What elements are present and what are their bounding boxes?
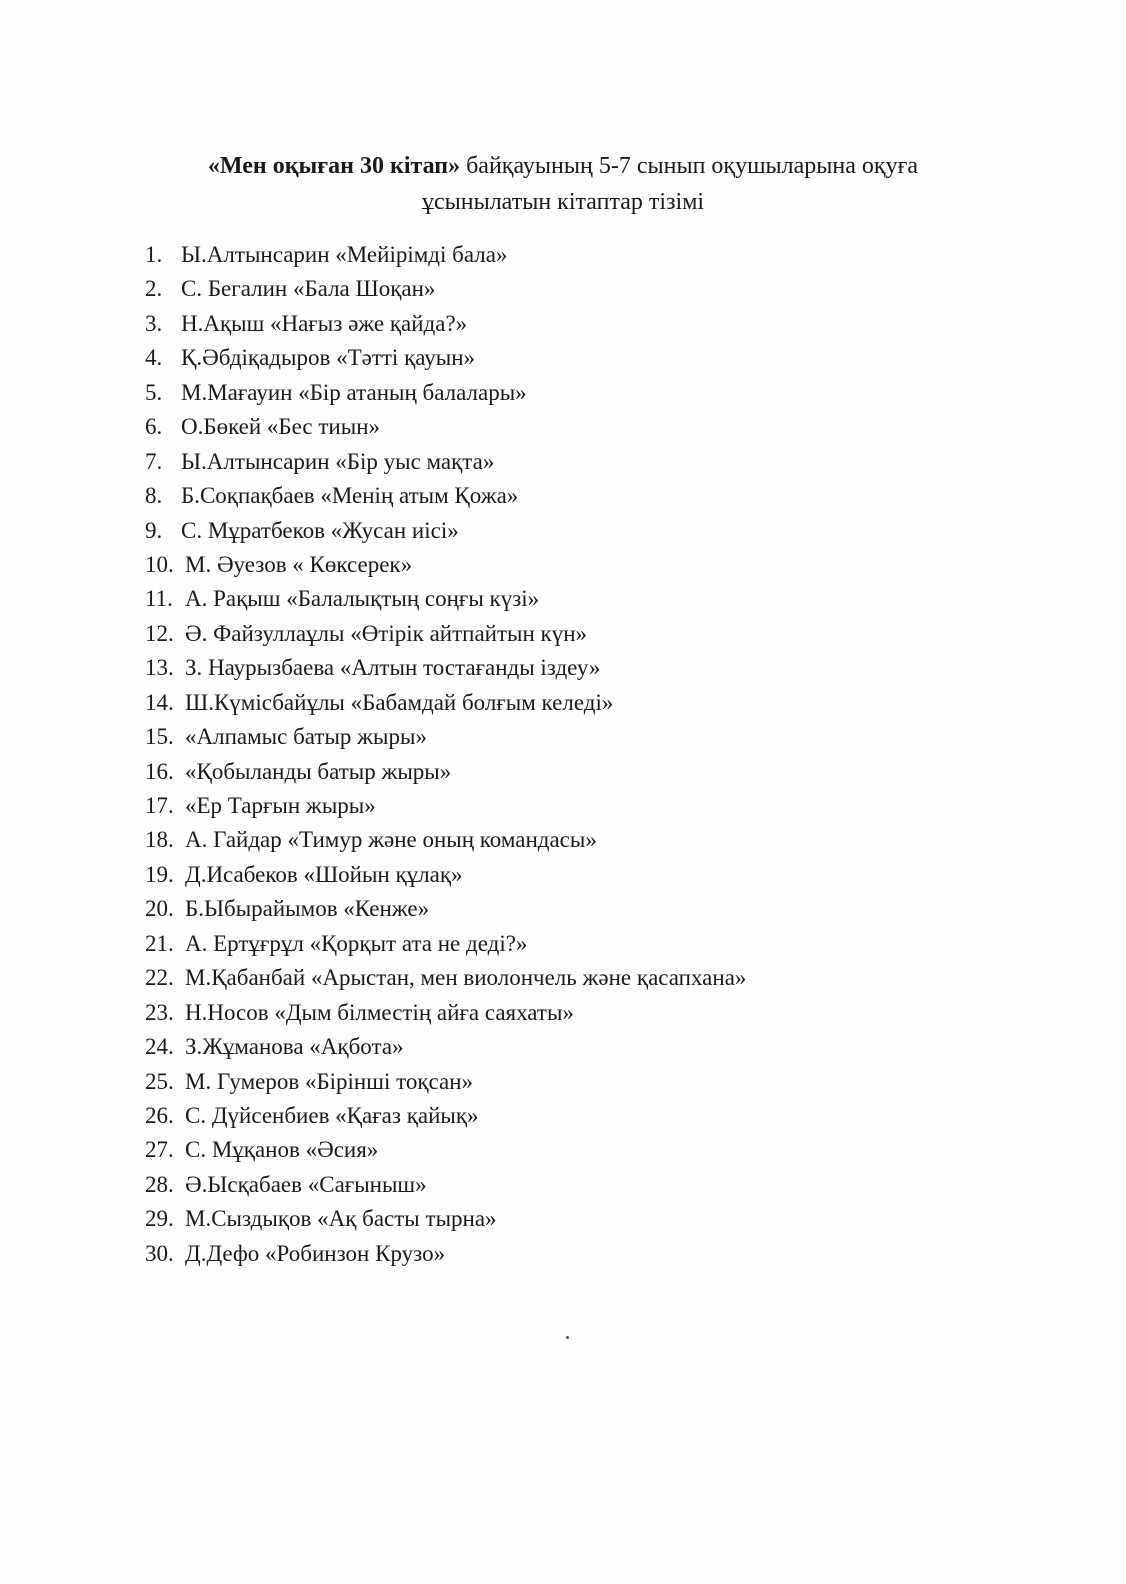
book-list-item xyxy=(145,996,746,1030)
book-title: О.Бөкей «Бес тиын» xyxy=(181,414,381,440)
book-title: «Ер Тарғын жыры» xyxy=(185,793,376,818)
book-number: 28. xyxy=(145,1171,174,1197)
scan-speck xyxy=(566,1336,569,1339)
book-title: «Алпамыс батыр жыры» xyxy=(185,724,427,750)
book-title: Н.Ақыш «Нағыз әже қайда?» xyxy=(181,310,468,336)
book-number: 22. xyxy=(145,965,174,991)
heading-title-line2: ұсынылатын кітаптар тізімі xyxy=(421,189,705,215)
book-number: 7. xyxy=(145,448,163,474)
book-list xyxy=(145,238,746,1271)
book-number: 15. xyxy=(145,724,174,750)
book-title: Ә.Ысқабаев «Сағыныш» xyxy=(185,1171,427,1197)
book-number: 9. xyxy=(145,517,163,543)
book-number: 25. xyxy=(145,1068,174,1094)
book-number: 8. xyxy=(145,483,163,509)
book-list-item xyxy=(145,582,746,616)
book-number: 3. xyxy=(145,310,163,336)
book-list-item xyxy=(145,548,746,582)
book-list-item xyxy=(145,1030,746,1064)
book-number: 12. xyxy=(145,620,174,646)
book-list-item xyxy=(145,892,746,926)
book-title: З. Наурызбаева «Алтын тостағанды іздеу» xyxy=(185,655,601,681)
book-list-item xyxy=(145,789,746,823)
book-title: Н.Носов «Дым білместің айға саяхаты» xyxy=(185,999,574,1025)
heading-title-bold: «Мен оқыған 30 кітап» xyxy=(207,153,461,179)
book-list-item xyxy=(145,272,746,306)
book-number: 18. xyxy=(145,827,174,853)
book-number: 30. xyxy=(145,1240,174,1266)
book-title: М.Сыздықов «Ақ басты тырна» xyxy=(185,1206,497,1232)
book-title: М. Гумеров «Бірінші тоқсан» xyxy=(185,1068,474,1094)
book-title: С. Мұратбеков «Жусан иісі» xyxy=(181,517,459,543)
book-list-item xyxy=(145,1202,746,1236)
book-number: 20. xyxy=(145,896,174,922)
book-title: Д.Дефо «Робинзон Крузо» xyxy=(185,1240,446,1266)
book-title: М.Мағауин «Бір атаның балалары» xyxy=(181,379,527,405)
book-number: 10. xyxy=(145,551,174,577)
book-title: А. Рақыш «Балалықтың соңғы күзі» xyxy=(185,586,540,612)
book-title: С. Мұқанов «Әсия» xyxy=(185,1137,379,1163)
book-list-item xyxy=(145,1133,746,1167)
book-number: 5. xyxy=(145,379,163,405)
book-number: 17. xyxy=(145,793,174,818)
book-title: Ш.Күмісбайұлы «Бабамдай болғым келеді» xyxy=(185,689,614,715)
book-title: Ы.Алтынсарин «Мейірімді бала» xyxy=(181,242,508,267)
book-list-item xyxy=(145,410,746,444)
book-number: 1. xyxy=(145,242,163,267)
book-list-item xyxy=(145,341,746,375)
book-title: «Қобыланды батыр жыры» xyxy=(185,758,452,784)
book-number: 29. xyxy=(145,1206,174,1232)
heading-title-rest: байқауының 5-7 сынып оқушыларына оқуға xyxy=(466,153,919,179)
book-number: 6. xyxy=(145,414,163,440)
book-list-item xyxy=(145,720,746,754)
book-list-item xyxy=(145,479,746,513)
book-title: С. Бегалин «Бала Шоқан» xyxy=(181,276,436,302)
book-title: Ә. Файзуллаұлы «Өтірік айтпайтын күн» xyxy=(185,620,588,646)
book-title: А. Ертұғрұл «Қорқыт ата не деді?» xyxy=(185,930,528,956)
book-list-item xyxy=(145,238,746,272)
book-number: 11. xyxy=(145,586,173,612)
book-title: Б.Ыбырайымов «Кенже» xyxy=(185,896,430,922)
book-list-item xyxy=(145,1065,746,1099)
book-list-item xyxy=(145,927,746,961)
book-number: 4. xyxy=(145,345,163,371)
book-number: 26. xyxy=(145,1102,174,1128)
book-title: А. Гайдар «Тимур және оның командасы» xyxy=(185,827,597,853)
book-number: 23. xyxy=(145,999,174,1025)
book-list-item xyxy=(145,617,746,651)
book-list-item xyxy=(145,961,746,995)
book-list-item xyxy=(145,686,746,720)
book-list-item xyxy=(145,514,746,548)
book-list-item xyxy=(145,376,746,410)
book-number: 14. xyxy=(145,689,174,715)
book-title: С. Дүйсенбиев «Қағаз қайық» xyxy=(185,1102,479,1128)
book-title: Д.Исабеков «Шойын құлақ» xyxy=(185,861,463,887)
book-number: 16. xyxy=(145,758,174,784)
book-list-item xyxy=(145,445,746,479)
book-title: Б.Соқпақбаев «Менің атым Қожа» xyxy=(181,483,519,509)
book-number: 2. xyxy=(145,276,163,302)
book-number: 19. xyxy=(145,861,174,887)
book-list-item xyxy=(145,1237,746,1271)
book-title: Ы.Алтынсарин «Бір уыс мақта» xyxy=(181,448,495,474)
book-number: 21. xyxy=(145,930,174,956)
book-list-item xyxy=(145,858,746,892)
book-list-item xyxy=(145,651,746,685)
document-heading xyxy=(100,148,1026,220)
book-number: 27. xyxy=(145,1137,174,1163)
book-number: 24. xyxy=(145,1034,174,1060)
book-list-item xyxy=(145,1099,746,1133)
book-title: М. Әуезов « Көксерек» xyxy=(185,551,413,577)
book-title: З.Жұманова «Ақбота» xyxy=(185,1034,404,1060)
book-title: Қ.Әбдіқадыров «Тәтті қауын» xyxy=(181,345,476,371)
book-list-item xyxy=(145,755,746,789)
book-list-item xyxy=(145,823,746,857)
book-list-item xyxy=(145,1168,746,1202)
book-number: 13. xyxy=(145,655,174,681)
book-list-item xyxy=(145,307,746,341)
book-title: М.Қабанбай «Арыстан, мен виолончель және қасапхана» xyxy=(185,965,747,991)
